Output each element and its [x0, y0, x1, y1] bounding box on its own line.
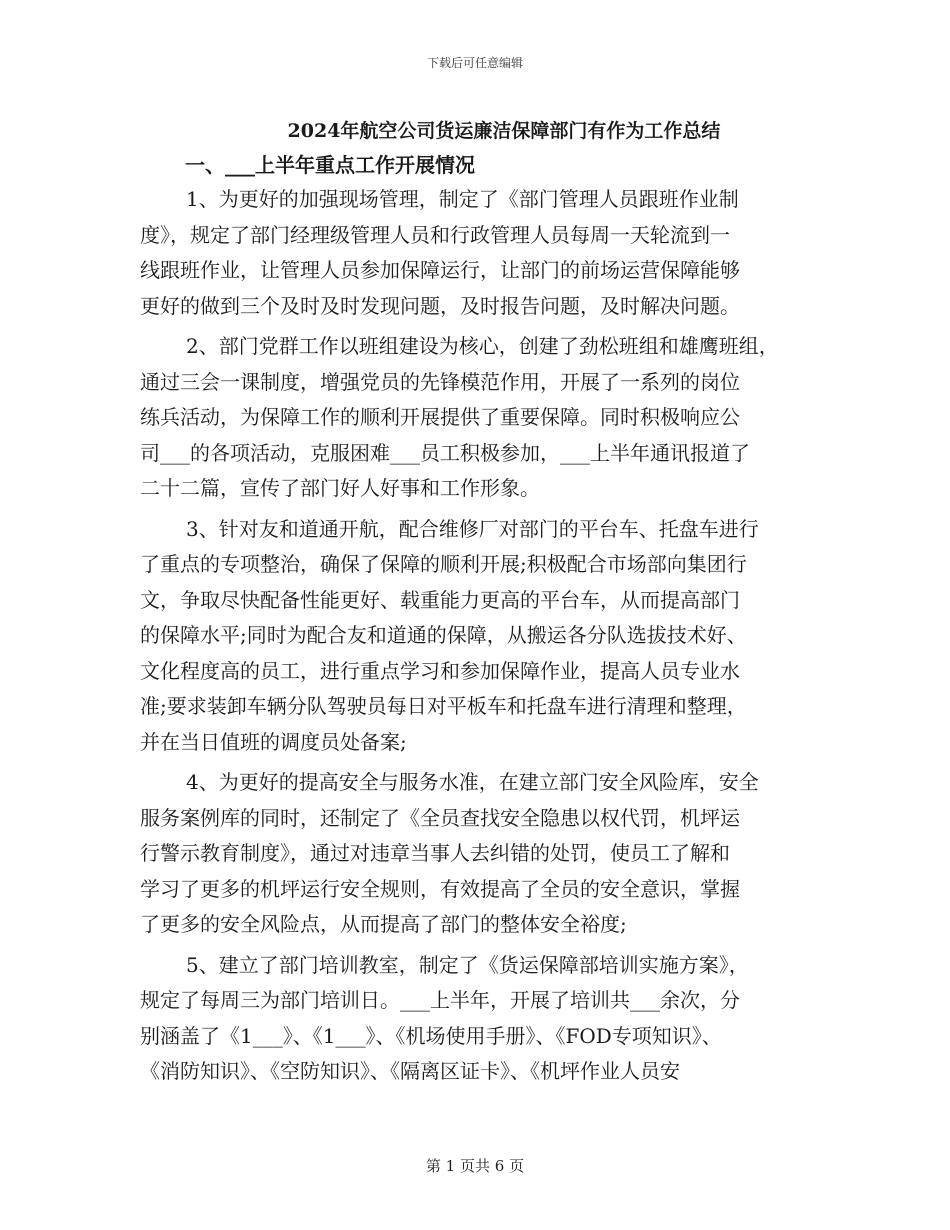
- paragraph-2: [140, 329, 812, 507]
- paragraph-line: 规定了每周三为部门培训日。___上半年，开展了培训共___余次，分: [140, 988, 740, 1012]
- paragraph-line: 1、为更好的加强现场管理，制定了《部门管理人员跟班作业制: [186, 187, 739, 211]
- paragraph-line: 的保障水平;同时为配合友和道通的保障，从搬运各分队选拔技术好、: [140, 623, 747, 647]
- paragraph-line: 二十二篇，宣传了部门好人好事和工作形象。: [140, 476, 540, 500]
- paragraph-line: 司___的各项活动，克服困难___员工积极参加，___上半年通讯报道了: [140, 440, 750, 465]
- paragraph-1: [140, 182, 812, 324]
- paragraph-line: 文化程度高的员工，进行重点学习和参加保障作业，提高人员专业水: [140, 658, 740, 683]
- paragraph-line: 3、针对友和道通开航，配合维修厂对部门的平台车、托盘车进行: [186, 516, 759, 541]
- paragraph-line: 通过三会一课制度，增强党员的先锋模范作用，开展了一系列的岗位: [140, 369, 740, 394]
- paragraph-line: 线跟班作业，让管理人员参加保障运行，让部门的前场运营保障能够: [140, 258, 740, 282]
- paragraph-line: 《消防知识》、《空防知识》、《隔离区证卡》、《机坪作业人员安: [140, 1059, 680, 1083]
- paragraph-3: [140, 512, 812, 761]
- paragraph-5: [140, 948, 812, 1090]
- document-title: 2024年航空公司货运廉洁保障部门有作为工作总结: [287, 120, 721, 142]
- paragraph-line: 服务案例库的同时，还制定了《全员查找安全隐患以权代罚，机坪运: [140, 805, 740, 830]
- header-note: 下载后可任意编辑: [426, 56, 523, 70]
- paragraph-line: 了重点的专项整治，确保了保障的顺利开展;积极配合市场部向集团行: [140, 552, 747, 576]
- paragraph-line: 学习了更多的机坪运行安全规则，有效提高了全员的安全意识，掌握: [140, 876, 740, 901]
- paragraph-line: 5、建立了部门培训教室，制定了《货运保障部培训实施方案》，: [186, 952, 749, 977]
- paragraph-line: 练兵活动，为保障工作的顺利开展提供了重要保障。同时积极响应公: [140, 405, 740, 429]
- paragraph-line: 行警示教育制度》，通过对违章当事人去纠错的处罚，使员工了解和: [140, 841, 730, 865]
- paragraph-4: [140, 765, 812, 943]
- paragraph-line: 4、为更好的提高安全与服务水准，在建立部门安全风险库，安全: [186, 770, 759, 794]
- paragraph-line: 2、部门党群工作以班组建设为核心，创建了劲松班组和雄鹰班组，: [186, 334, 779, 358]
- paragraph-line: 别涵盖了《1___》、《1___》、《机场使用手册》、《FOD专项知识》、: [140, 1023, 722, 1048]
- page-footer: 第 1 页共 6 页: [425, 1157, 525, 1175]
- paragraph-line: 准;要求装卸车辆分队驾驶员每日对平板车和托盘车进行清理和整理，: [140, 694, 747, 718]
- body-text: [140, 182, 812, 1095]
- paragraph-line: 更好的做到三个及时及时发现问题，及时报告问题，及时解决问题。: [140, 293, 740, 318]
- paragraph-line: 度》，规定了部门经理级管理人员和行政管理人员每周一天轮流到一: [140, 222, 730, 247]
- paragraph-line: 了更多的安全风险点，从而提高了部门的整体安全裕度;: [140, 912, 627, 936]
- paragraph-line: 文，争取尽快配备性能更好、载重能力更高的平台车，从而提高部门: [140, 587, 740, 612]
- paragraph-line: 并在当日值班的调度员处备案;: [140, 729, 407, 754]
- section-heading: 一、___上半年重点工作开展情况: [185, 153, 475, 177]
